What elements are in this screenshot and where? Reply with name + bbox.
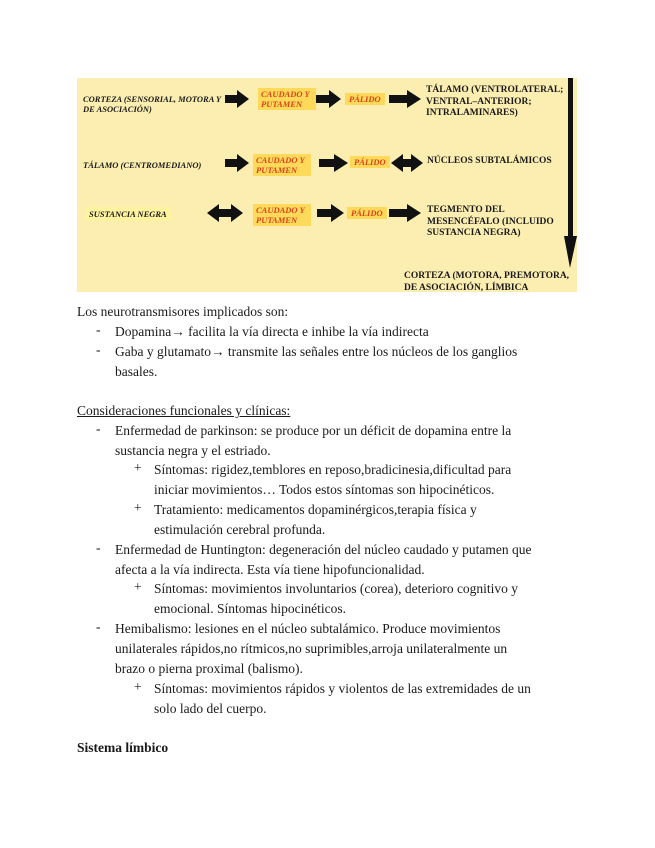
r2-palido: PÁLIDO xyxy=(350,156,390,168)
parkinson-line1: Enfermedad de parkinson: se produce por un déficit de dopamina entre la xyxy=(115,423,512,438)
r1-palido: PÁLIDO xyxy=(345,93,385,105)
plus-bullet: + xyxy=(134,679,142,694)
arrow-r1-c xyxy=(389,90,421,108)
r3-caudado: CAUDADO Y PUTAMEN xyxy=(253,204,311,226)
dash-bullet: - xyxy=(96,619,101,634)
plus-bullet: + xyxy=(134,579,142,594)
plus-bullet: + xyxy=(134,500,142,515)
arrow-r3-a xyxy=(207,204,243,222)
basal-ganglia-diagram xyxy=(77,78,577,292)
plus-bullet: + xyxy=(134,460,142,475)
dash-bullet: - xyxy=(96,540,101,555)
neuro-item-gaba: Gaba y glutamato→ transmite las señales entre los núcleos de los ganglios xyxy=(115,344,518,359)
r1-talamo: TÁLAMO (VENTROLATERAL; VENTRAL–ANTERIOR; INTRALAMINARES) xyxy=(426,85,564,118)
arrow-r3-c xyxy=(389,204,421,222)
section-title-limbico: Sistema límbico xyxy=(77,740,169,755)
r3-sustancia: SUSTANCIA NEGRA xyxy=(85,207,171,221)
parkinson-tratamiento2: estimulación cerebral profunda. xyxy=(154,522,326,537)
r3-tegmento: TEGMENTO DEL MESENCÉFALO (INCLUIDO SUSTANCIA NEGRA) xyxy=(427,205,554,238)
huntington-line2: afecta a la vía indirecta. Esta vía tiene hipofuncionalidad. xyxy=(115,562,425,577)
dash-bullet: - xyxy=(96,342,101,357)
dash-bullet: - xyxy=(96,322,101,337)
r1-corteza: CORTEZA (SENSORIAL, MOTORA Y DE ASOCIACIÓN) xyxy=(83,94,221,114)
hemibalismo-sintomas2: solo lado del cuerpo. xyxy=(154,701,267,716)
arrow-r2-a xyxy=(225,154,249,172)
dash-bullet: - xyxy=(96,421,101,436)
arrow-r2-b xyxy=(319,154,348,172)
neuro-item-gaba-cont: basales. xyxy=(115,364,158,379)
parkinson-tratamiento1: Tratamiento: medicamentos dopaminérgicos,terapia física y xyxy=(154,502,477,517)
parkinson-sintomas2: iniciar movimientos… Todos estos síntomas son hipocinéticos. xyxy=(154,482,495,497)
arrow-r2-c xyxy=(391,154,423,172)
huntington-sintomas1: Síntomas: movimientos involuntarios (corea), deterioro cognitivo y xyxy=(154,581,519,596)
r2-caudado: CAUDADO Y PUTAMEN xyxy=(253,154,311,176)
huntington-sintomas2: emocional. Síntomas hipocinéticos. xyxy=(154,601,346,616)
neuro-intro: Los neurotransmisores implicados son: xyxy=(77,304,289,319)
r1-caudado: CAUDADO Y PUTAMEN xyxy=(258,88,316,110)
considerations-heading: Consideraciones funcionales y clínicas: xyxy=(77,403,291,418)
arrow-vertical-head xyxy=(564,236,577,268)
parkinson-line2: sustancia negra y el estriado. xyxy=(115,443,271,458)
neuro-item-dopamina: Dopamina→ facilita la vía directa e inhibe la vía indirecta xyxy=(115,324,429,339)
hemibalismo-sintomas1: Síntomas: movimientos rápidos y violentos de las extremidades de un xyxy=(154,681,531,696)
hemibalismo-line1: Hemibalismo: lesiones en el núcleo subtalámico. Produce movimientos xyxy=(115,621,501,636)
arrow-r1-b xyxy=(315,90,341,108)
hemibalismo-line2: unilaterales rápidos,no rítmicos,no suprimibles,arroja unilateralmente un xyxy=(115,641,508,656)
r2-nucleos: NÚCLEOS SUBTALÁMICOS xyxy=(427,156,552,166)
hemibalismo-line3: brazo o pierna proximal (balismo). xyxy=(115,661,303,676)
huntington-line1: Enfermedad de Huntington: degeneración del núcleo caudado y putamen que xyxy=(115,542,532,557)
parkinson-sintomas1: Síntomas: rigidez,temblores en reposo,bradicinesia,dificultad para xyxy=(154,462,512,477)
bottom-corteza: CORTEZA (MOTORA, PREMOTORA, DE ASOCIACIÓN, LÍMBICA xyxy=(404,271,570,293)
r2-talamo: TÁLAMO (CENTROMEDIANO) xyxy=(83,160,202,170)
r3-palido: PÁLIDO xyxy=(347,207,387,219)
arrow-r3-b xyxy=(317,204,344,222)
